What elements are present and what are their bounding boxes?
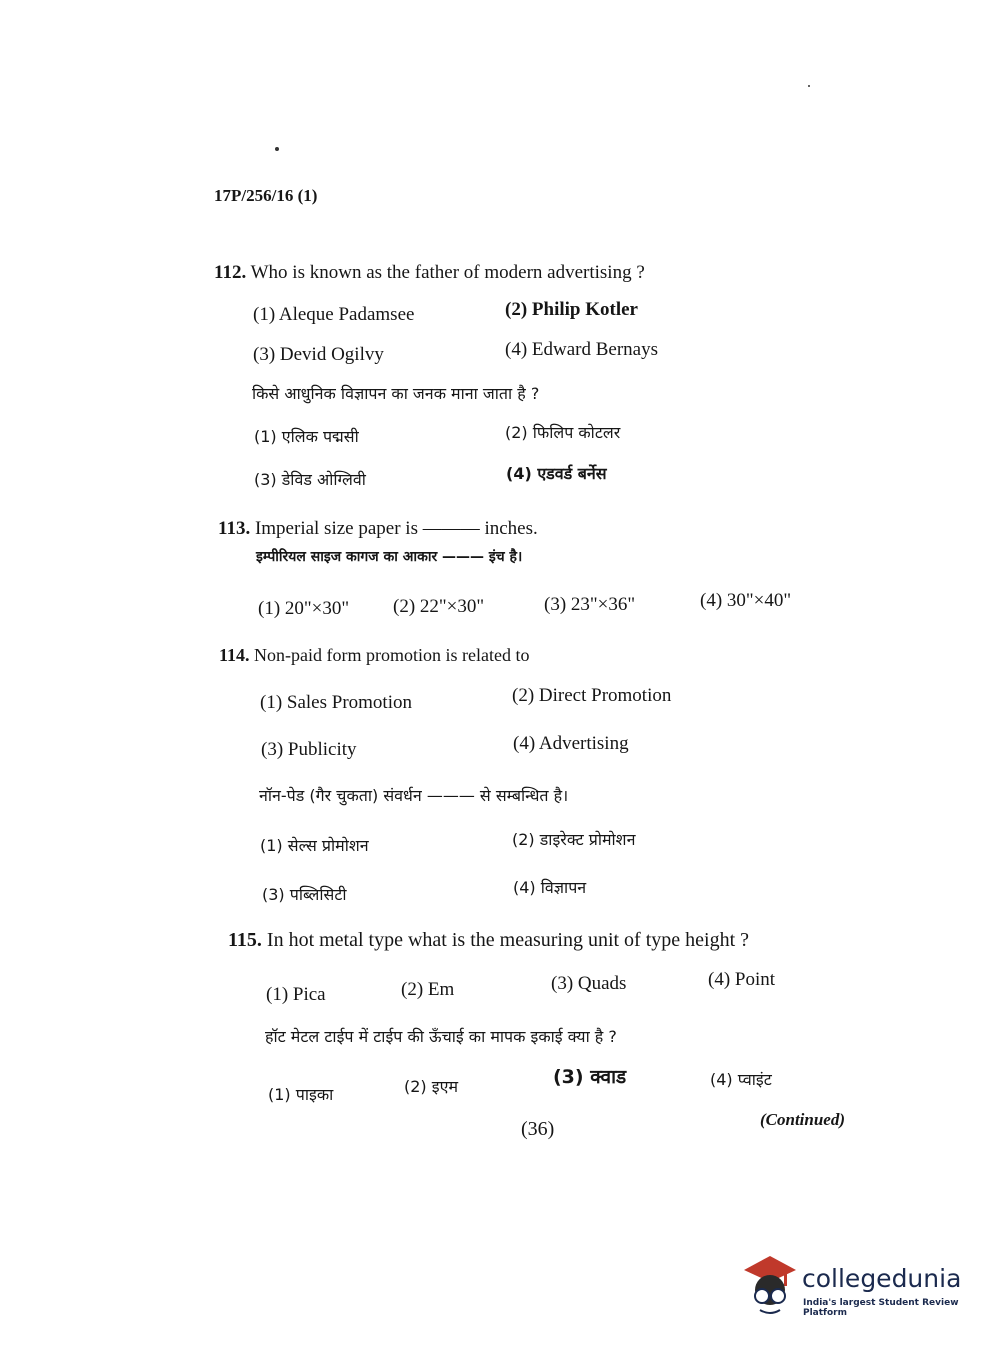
option-112-1-hi: (1) एलिक पद्मसी bbox=[254, 427, 359, 446]
question-112 bbox=[214, 262, 645, 284]
option-112-3-hi: (3) डेविड ओग्लिवी bbox=[254, 470, 366, 489]
question-text-en: In hot metal type what is the measuring unit of type height ? bbox=[266, 929, 750, 951]
speck bbox=[275, 147, 279, 151]
question-text-hi: हॉट मेटल टाईप में टाईप की ऊँचाई का मापक इकाई क्या है ? bbox=[265, 1027, 617, 1046]
option-112-4: (4) Edward Bernays bbox=[505, 339, 659, 360]
option-114-3-hi: (3) पब्लिसिटी bbox=[262, 885, 347, 904]
question-114 bbox=[219, 645, 529, 666]
option-112-1: (1) Aleque Padamsee bbox=[253, 304, 415, 325]
option-114-4: (4) Advertising bbox=[513, 733, 629, 754]
option-112-2: (2) Philip Kotler bbox=[505, 299, 638, 320]
option-115-4-hi: (4) प्वाइंट bbox=[710, 1070, 772, 1089]
question-113 bbox=[218, 518, 538, 540]
question-number: 112. bbox=[214, 262, 247, 283]
continued-label: (Continued) bbox=[760, 1110, 846, 1129]
option-115-4: (4) Point bbox=[708, 969, 776, 990]
option-114-2-hi: (2) डाइरेक्ट प्रोमोशन bbox=[512, 830, 636, 849]
question-number: 114. bbox=[219, 645, 250, 665]
option-113-4: (4) 30"×40" bbox=[700, 590, 792, 611]
brand-name: collegedunia bbox=[802, 1264, 962, 1293]
option-113-2: (2) 22"×30" bbox=[393, 596, 485, 617]
option-114-4-hi: (4) विज्ञापन bbox=[513, 878, 587, 897]
option-112-3: (3) Devid Ogilvy bbox=[253, 344, 384, 365]
question-text-hi: इम्पीरियल साइज कागज का आकार ——— इंच है। bbox=[256, 549, 523, 565]
question-number: 115. bbox=[228, 929, 262, 951]
question-text-en: Non-paid form promotion is related to bbox=[254, 645, 530, 665]
option-112-2-hi: (2) फिलिप कोटलर bbox=[505, 423, 621, 442]
option-114-2: (2) Direct Promotion bbox=[512, 685, 672, 706]
option-114-1-hi: (1) सेल्स प्रोमोशन bbox=[260, 836, 369, 855]
question-number: 113. bbox=[218, 518, 251, 539]
option-115-1: (1) Pica bbox=[266, 984, 326, 1005]
speck bbox=[808, 85, 810, 87]
option-114-1: (1) Sales Promotion bbox=[260, 692, 412, 713]
page-number: (36) bbox=[521, 1118, 555, 1140]
option-113-3: (3) 23"×36" bbox=[544, 594, 636, 615]
brand-tagline: India's largest Student Review Platform bbox=[803, 1298, 959, 1318]
question-text-en: Who is known as the father of modern advertising ? bbox=[250, 262, 645, 283]
question-115 bbox=[228, 929, 749, 952]
question-text-hi: किसे आधुनिक विज्ञापन का जनक माना जाता है ? bbox=[252, 384, 540, 403]
collegedunia-logo bbox=[740, 1250, 970, 1320]
option-115-2-hi: (2) इएम bbox=[404, 1077, 459, 1096]
question-text-hi: नॉन-पेड (गैर चुकता) संवर्धन ——— से सम्बन्धित है। bbox=[259, 786, 569, 805]
option-115-2: (2) Em bbox=[401, 979, 455, 1000]
paper-code: 17P/256/16 (1) bbox=[214, 186, 318, 205]
option-112-4-hi: (4) एडवर्ड बर्नेस bbox=[506, 464, 607, 483]
mascot-icon bbox=[740, 1250, 800, 1320]
option-113-1: (1) 20"×30" bbox=[258, 598, 350, 619]
question-text-en: Imperial size paper is ——— inches. bbox=[254, 518, 538, 539]
option-115-3: (3) Quads bbox=[551, 973, 627, 994]
option-115-1-hi: (1) पाइका bbox=[268, 1085, 334, 1104]
option-114-3: (3) Publicity bbox=[261, 739, 357, 760]
option-115-3-hi: (3) क्वाड bbox=[553, 1066, 627, 1088]
